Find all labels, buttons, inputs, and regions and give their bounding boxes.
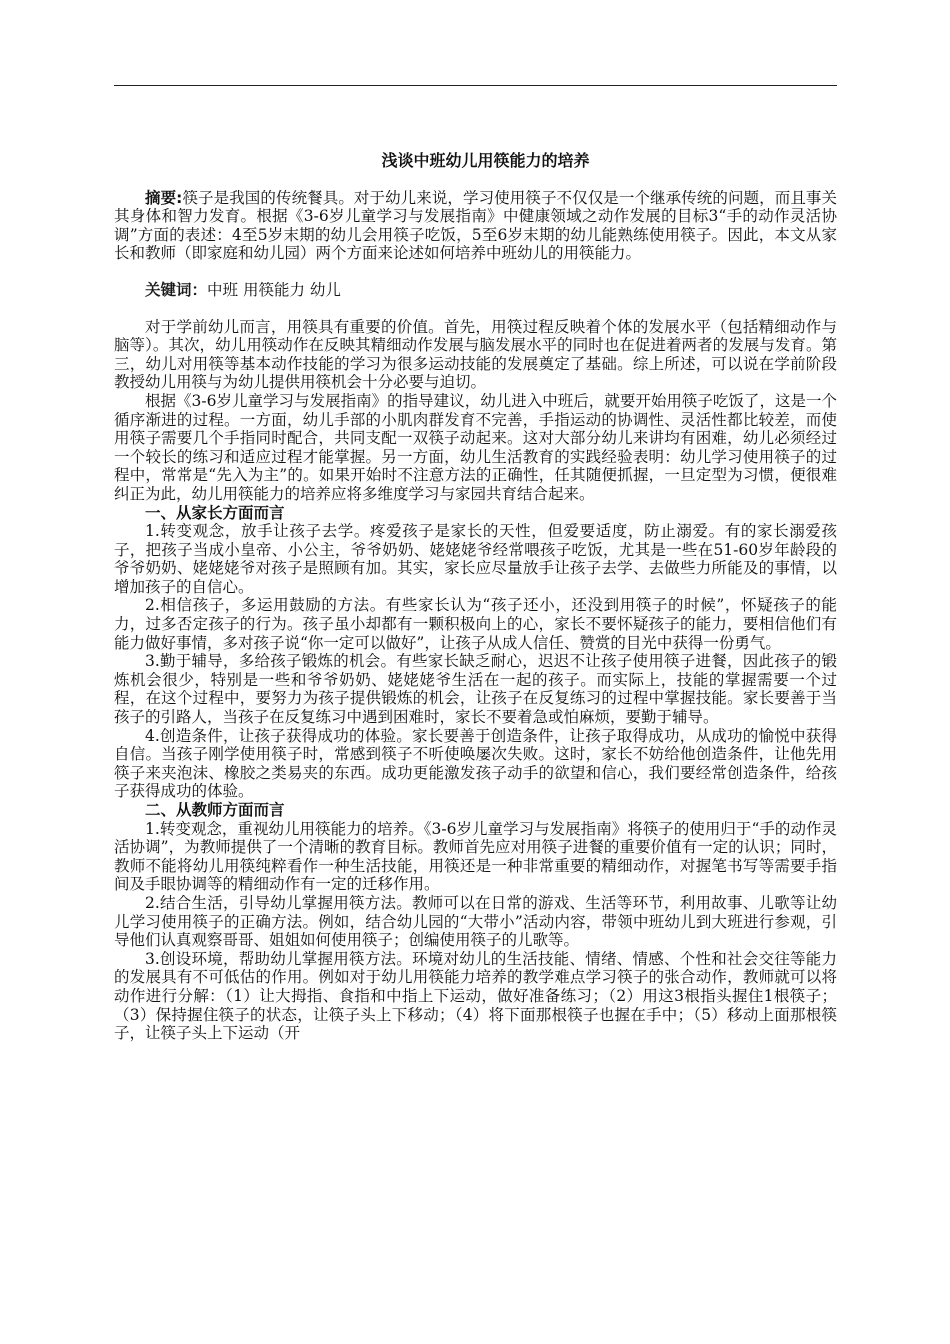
header-rule — [114, 85, 837, 86]
body-paragraph: 1.转变观念，重视幼儿用筷能力的培养。《3-6岁儿童学习与发展指南》将筷子的使用归于“手的动作灵活协调”，为教师提供了一个清晰的教育目标。教师首先应对用筷子进餐的重要价值有一定的认识；同时，教师不能将幼儿用筷纯粹看作一种生活技能，用筷还是一种非常重要的精细动作，对握笔书写等需要手指间及手眼协调等的精细动作有一定的迁移作用。 — [114, 819, 837, 894]
section-heading: 二、从教师方面而言 — [145, 801, 285, 819]
intro-paragraph: 根据《3-6岁儿童学习与发展指南》的指导建议，幼儿进入中班后，就要开始用筷子吃饭了，这是一个循序渐进的过程。一方面，幼儿手部的小肌肉群发育不完善，手指运动的协调性、灵活性都比较差，而使用筷子需要几个手指同时配合，共同支配一双筷子动起来。这对大部分幼儿来讲均有困难，幼儿必须经过一个较长的练习和适应过程才能掌握。另一方面，幼儿生活教育的实践经验表明：幼儿学习使用筷子的过程中，常常是“先入为主”的。如果开始时不注意方法的正确性，任其随便抓握，一旦定型为习惯，便很难纠正为此，幼儿用筷能力的培养应将多维度学习与家园共育结合起来。 — [114, 391, 837, 503]
keywords-label: 关键词： — [145, 280, 208, 299]
abstract-text: 筷子是我国的传统餐具。对于幼儿来说，学习使用筷子不仅仅是一个继承传统的问题，而且事关其身体和智力发育。根据《3-6岁儿童学习与发展指南》中健康领域之动作发展的目标3“手的动作灵活协调”方面的表述：4至5岁末期的幼儿会用筷子吃饭，5至6岁末期的幼儿能熟练使用筷子。因此，本文从家长和教师（即家庭和幼儿园）两个方面来论述如何培养中班幼儿的用筷能力。 — [114, 188, 837, 263]
document-body — [114, 152, 837, 1043]
body-paragraph: 2.结合生活，引导幼儿掌握用筷方法。教师可以在日常的游戏、生活等环节，利用故事、儿歌等让幼儿学习使用筷子的正确方法。例如，结合幼儿园的“大带小”活动内容，带领中班幼儿到大班进行参观，引导他们认真观察哥哥、姐姐如何使用筷子；创编使用筷子的儿歌等。 — [114, 893, 837, 950]
intro-paragraph: 对于学前幼儿而言，用筷具有重要的价值。首先，用筷过程反映着个体的发展水平（包括精细动作与脑等）。其次，幼儿用筷动作在反映其精细动作发展与脑发展水平的同时也在促进着两者的发展与发育。第三，幼儿对用筷等基本动作技能的学习为很多运动技能的发展奠定了基础。综上所述，可以说在学前阶段教授幼儿用筷与为幼儿提供用筷机会十分必要与迫切。 — [114, 317, 837, 392]
body-paragraph: 4.创造条件，让孩子获得成功的体验。家长要善于创造条件，让孩子取得成功，从成功的愉悦中获得自信。当孩子刚学使用筷子时，常感到筷子不听使唤屡次失败。这时，家长不妨给他创造条件，让他先用筷子来夹泡沫、橡胶之类易夹的东西。成功更能激发孩子动手的欲望和信心，我们要经常创造条件，给孩子获得成功的体验。 — [114, 726, 837, 801]
keywords-paragraph — [114, 281, 837, 300]
body-paragraph: 3.创设环境，帮助幼儿掌握用筷方法。环境对幼儿的生活技能、情绪、情感、个性和社会交往等能力的发展具有不可低估的作用。例如对于幼儿用筷能力培养的教学难点学习筷子的张合动作，教师就可以将动作进行分解：（1）让大拇指、食指和中指上下运动，做好准备练习；（2）用这3根指头握住1根筷子；（3）保持握住筷子的状态，让筷子头上下移动；（4）将下面那根筷子也握在手中；（5）移动上面那根筷子，让筷子头上下运动（开 — [114, 949, 837, 1043]
body-paragraph: 3.勤于辅导，多给孩子锻炼的机会。有些家长缺乏耐心，迟迟不让孩子使用筷子进餐，因此孩子的锻炼机会很少，特别是一些和爷爷奶奶、姥姥姥爷生活在一起的孩子。而实际上，技能的掌握需要一个过程，在这个过程中，要努力为孩子提供锻炼的机会，让孩子在反复练习的过程中掌握技能。家长要善于当孩子的引路人，当孩子在反复练习中遇到困难时，家长不要着急或怕麻烦，要勤于辅导。 — [114, 652, 837, 727]
abstract-paragraph — [114, 189, 837, 263]
body-paragraph: 2.相信孩子，多运用鼓励的方法。有些家长认为“孩子还小，还没到用筷子的时候”，怀疑孩子的能力，过多否定孩子的行为。孩子虽小却都有一颗积极向上的心，家长不要怀疑孩子的能力，要相信他们有能力做好事情，多对孩子说“你一定可以做好”，让孩子从成人信任、赞赏的目光中获得一份勇气。 — [114, 596, 837, 652]
abstract-label: 摘要: — [145, 188, 183, 207]
body-paragraph: 1.转变观念，放手让孩子去学。疼爱孩子是家长的天性，但爱要适度，防止溺爱。有的家长溺爱孩子，把孩子当成小皇帝、小公主，爷爷奶奶、姥姥姥爷经常喂孩子吃饭，尤其是一些在51-60岁年龄段的爷爷奶奶、姥姥姥爷对孩子是照顾有加。其实，家长应尽量放手让孩子去学、去做些力所能及的事情，以增加孩子的自信心。 — [114, 522, 837, 596]
document-title: 浅谈中班幼儿用筷能力的培养 — [381, 151, 590, 170]
keywords-text: 中班 用筷能力 幼儿 — [207, 280, 341, 299]
section-heading: 一、从家长方面而言 — [145, 503, 285, 522]
